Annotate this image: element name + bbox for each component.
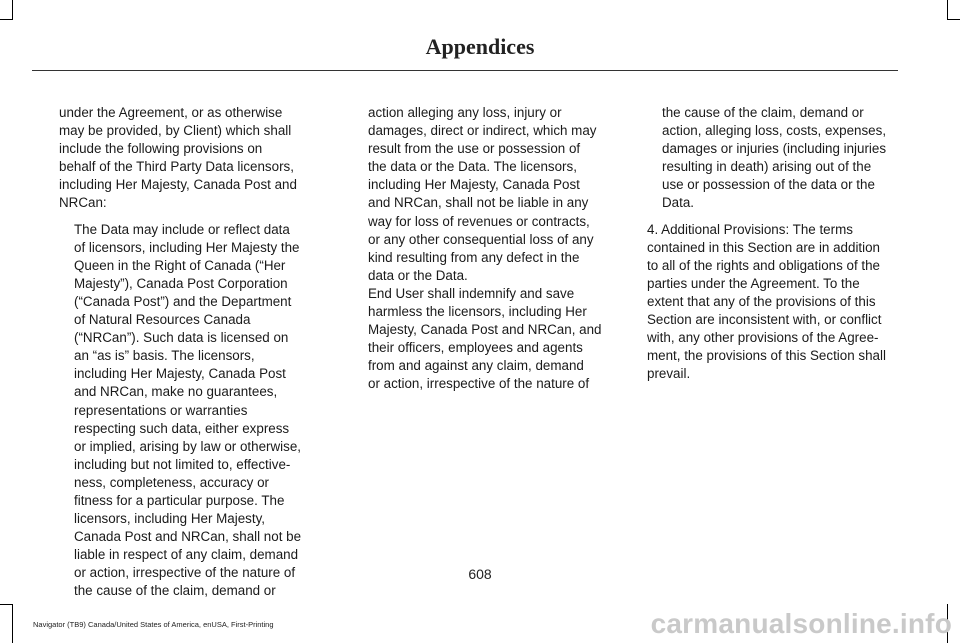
paragraph-continuation [647, 104, 892, 213]
text-line: harmless the licensors, including Her [368, 304, 587, 320]
text-line: to all of the rights and obligations of the [647, 257, 881, 273]
text-line: from and against any claim, demand [368, 358, 584, 374]
text-line: including Her Majesty, Canada Post [368, 177, 580, 193]
text-line: fitness for a particular purpose. The [74, 492, 285, 508]
text-line: resulting in death) arising out of the [662, 159, 872, 175]
crop-mark-tr-v [947, 0, 948, 20]
text-line: the cause of the claim, demand or [74, 583, 276, 599]
watermark: carmanualsonline.info [650, 608, 952, 639]
text-line: and NRCan, shall not be liable in any [368, 195, 589, 211]
text-line: action alleging any loss, injury or [368, 105, 562, 120]
text-line: of licensors, including Her Majesty the [74, 239, 300, 255]
text-line: The Data may include or reflect data [74, 221, 290, 237]
column-right [647, 104, 892, 383]
text-line: or action, irrespective of the nature of [368, 376, 590, 392]
text-line: including Her Majesty, Canada Post [74, 366, 286, 382]
text-line: representations or warranties [74, 402, 248, 418]
text-line: an “as is” basis. The licensors, [74, 348, 255, 364]
text-line: damages, direct or indirect, which may [368, 123, 597, 139]
crop-mark-tl-v [12, 0, 13, 20]
text-line: prevail. [647, 366, 691, 382]
text-line: including Her Majesty, Canada Post and [59, 177, 297, 193]
paragraph-additional-provisions [647, 221, 892, 384]
paragraph-licensors [59, 221, 304, 601]
text-line: action, alleging loss, costs, expenses, [662, 123, 887, 139]
text-line: the cause of the claim, demand or [662, 105, 864, 120]
text-line: Data. [662, 195, 695, 211]
text-line: use or possession of the data or the [662, 177, 875, 193]
crop-mark-tr-h [947, 19, 960, 20]
text-line: End User shall indemnify and save [368, 285, 575, 301]
crop-mark-tl-h [0, 19, 13, 20]
text-line: NRCan: [59, 195, 107, 211]
column-left [59, 104, 304, 601]
text-line: extent that any of the provisions of this [647, 293, 876, 309]
text-line: respecting such data, either express [74, 420, 290, 436]
text-line: under the Agreement, or as otherwise [59, 105, 283, 120]
text-line: contained in this Section are in addition [647, 239, 881, 255]
column-middle [368, 104, 604, 394]
text-line: ness, completeness, accuracy or [74, 474, 269, 490]
page-number: 608 [468, 566, 492, 582]
text-line: of Natural Resources Canada [74, 312, 251, 328]
text-line: and NRCan, make no guarantees, [74, 384, 278, 400]
text-line: ment, the provisions of this Section shall [647, 348, 886, 364]
text-line: may be provided, by Client) which shall [59, 123, 292, 139]
text-line: Section are inconsistent with, or conflict [647, 312, 882, 328]
text-line: parties under the Agreement. To the [647, 275, 860, 291]
text-line: liable in respect of any claim, demand [74, 547, 299, 563]
text-line: (“NRCan”). Such data is licensed on [74, 330, 289, 346]
header-rule [32, 70, 898, 71]
text-line: or any other consequential loss of any [368, 231, 594, 247]
text-line: result from the use or possession of [368, 141, 581, 157]
text-line: Majesty, Canada Post and NRCan, and [368, 322, 602, 338]
text-line: their officers, employees and agents [368, 340, 583, 356]
text-line: kind resulting from any defect in the [368, 249, 580, 265]
text-line: behalf of the Third Party Data licensors, [59, 159, 294, 175]
text-line: damages or injuries (including injuries [662, 141, 887, 157]
text-line: Majesty”), Canada Post Corporation [74, 275, 288, 291]
page-title: Appendices [425, 34, 535, 59]
text-line: including but not limited to, effective- [74, 456, 291, 472]
crop-mark-bl-v [12, 604, 13, 643]
paragraph-intro [59, 104, 304, 213]
text-line: data or the Data. [368, 267, 468, 283]
text-line: (“Canada Post”) and the Department [74, 293, 292, 309]
text-line: 4. Additional Provisions: The terms [647, 221, 853, 237]
text-line: Canada Post and NRCan, shall not be [74, 529, 302, 545]
footer-text: Navigator (TB9) Canada/United States of America, enUSA, First-Printing [33, 620, 274, 629]
text-line: way for loss of revenues or contracts, [368, 213, 590, 229]
text-line: with, any other provisions of the Agree- [647, 330, 879, 346]
text-line: or action, irrespective of the nature of [74, 565, 296, 581]
text-line: the data or the Data. The licensors, [368, 159, 577, 175]
crop-mark-bl-h [0, 604, 13, 605]
text-line: licensors, including Her Majesty, [74, 511, 266, 527]
text-line: include the following provisions on [59, 141, 263, 157]
text-line: Queen in the Right of Canada (“Her [74, 257, 286, 273]
text-line: or implied, arising by law or otherwise, [74, 438, 301, 454]
